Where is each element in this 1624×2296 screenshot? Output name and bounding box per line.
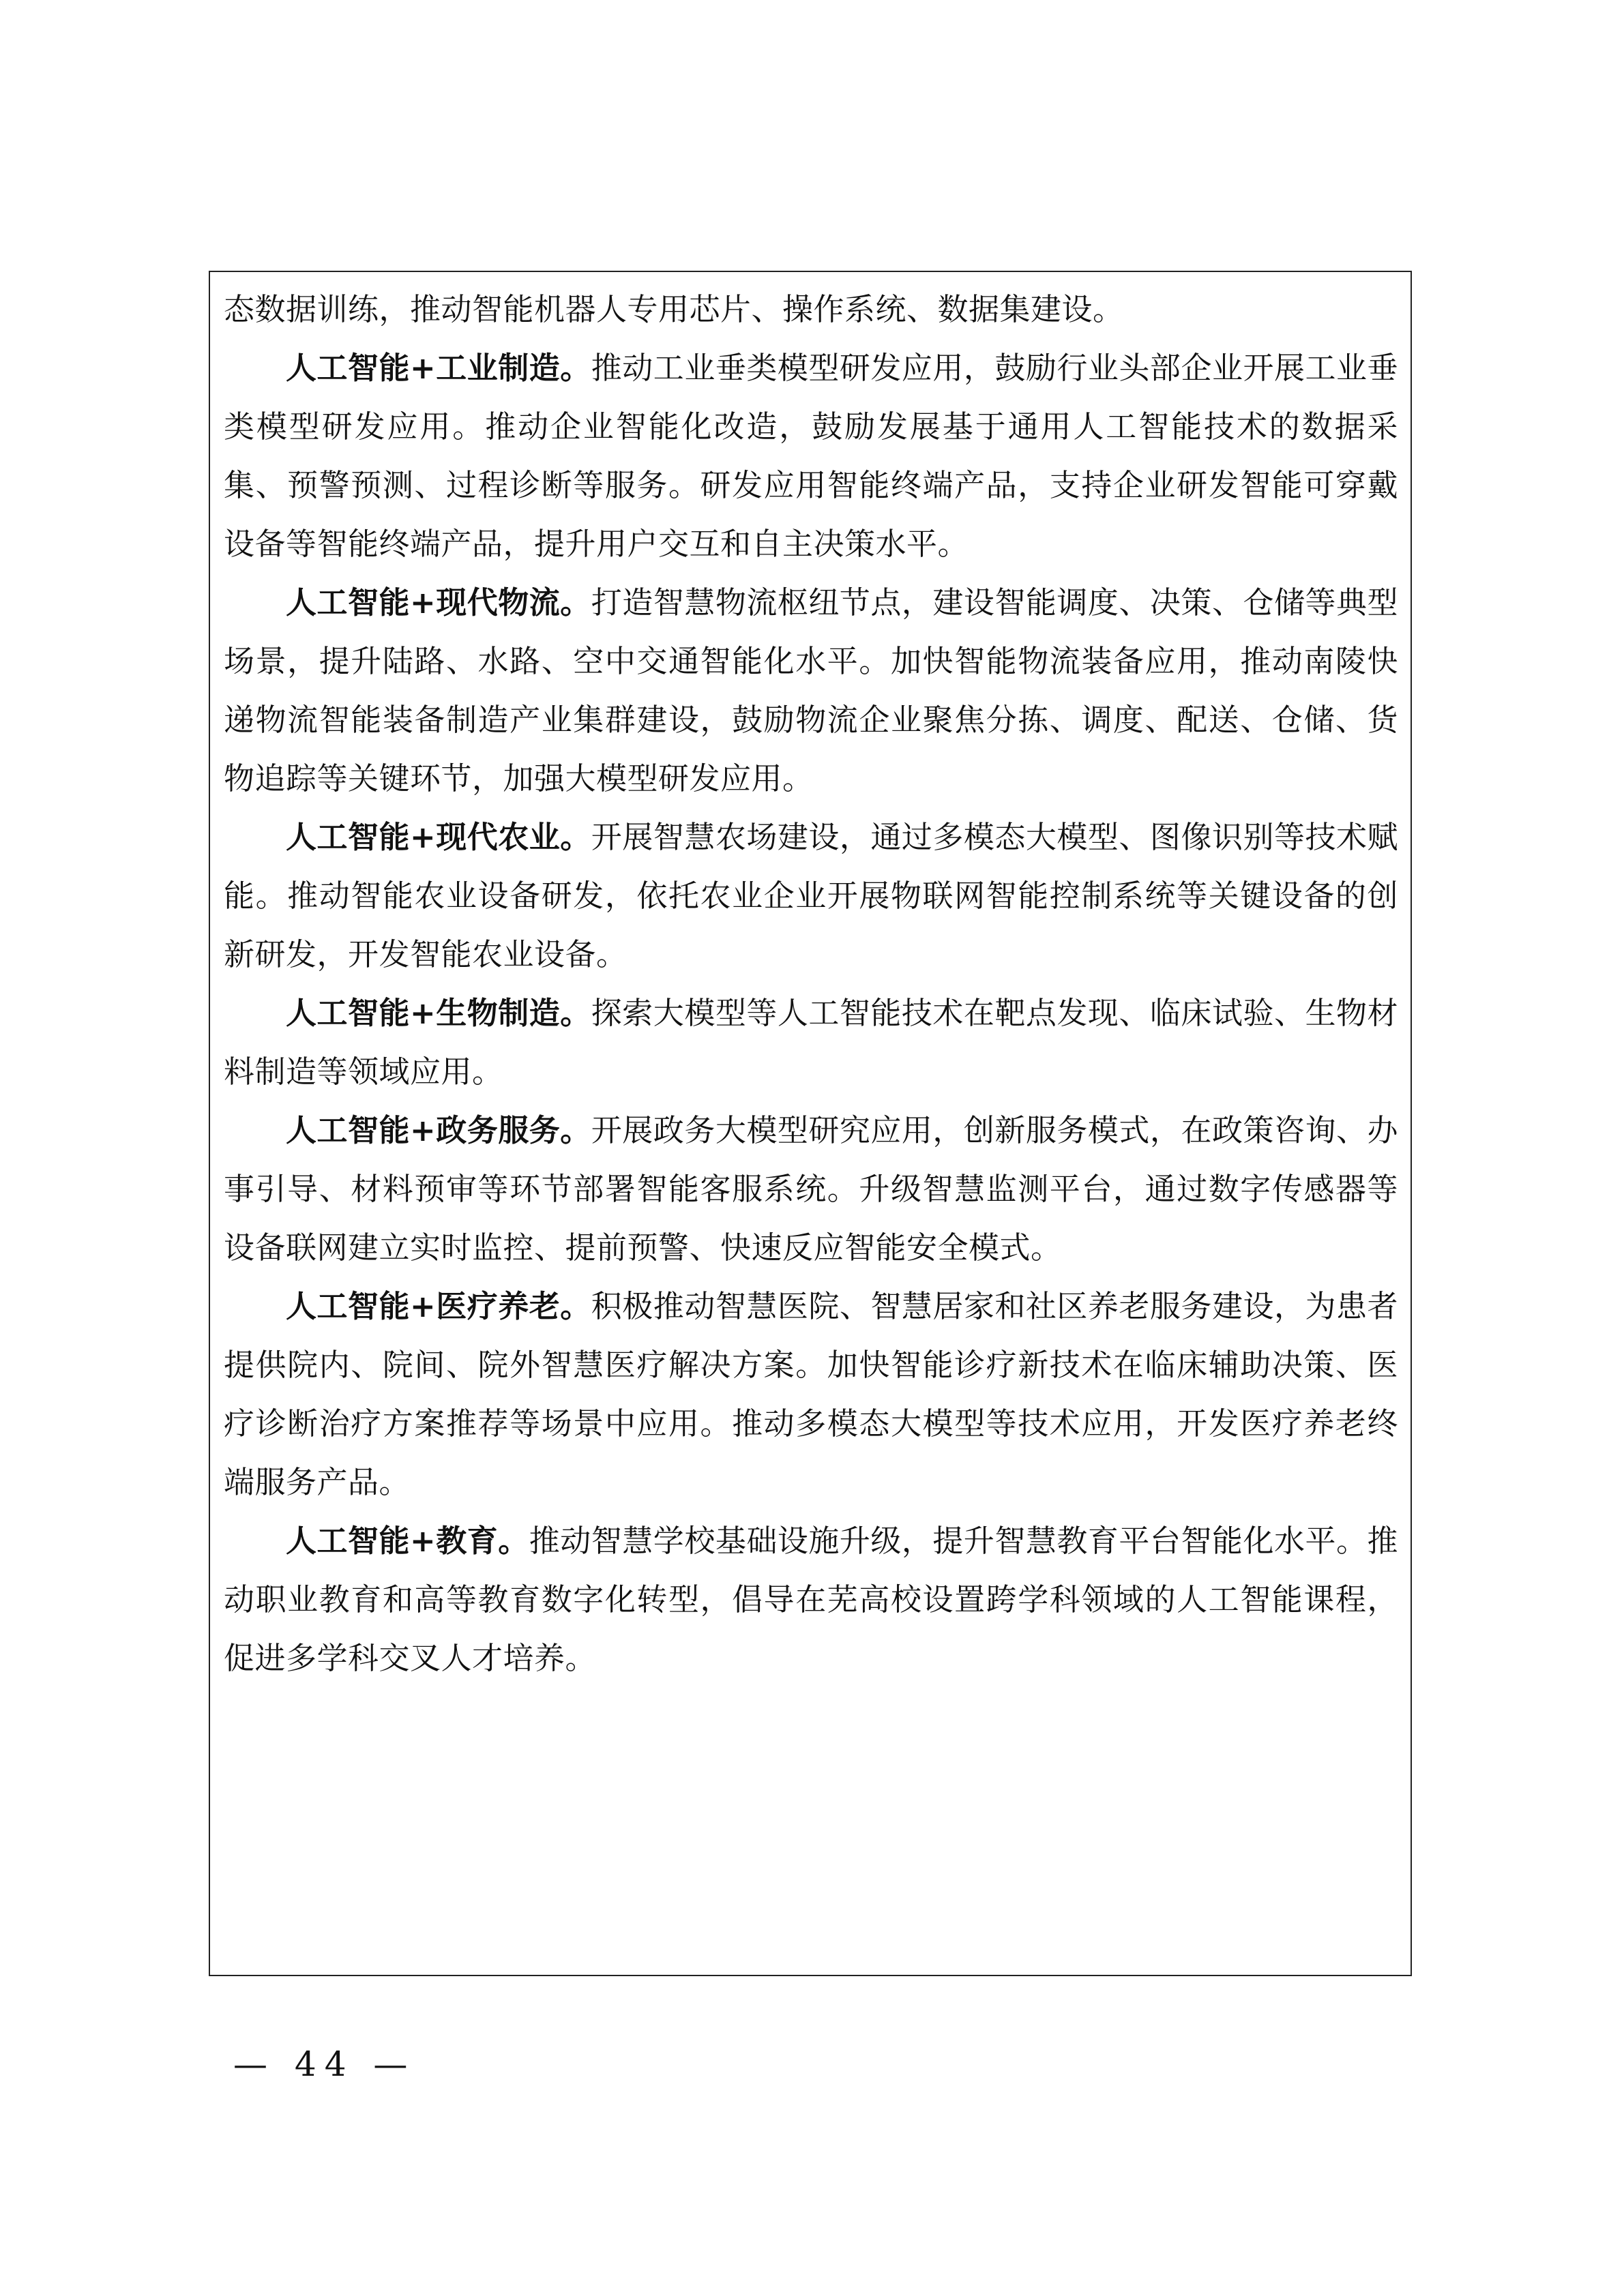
- section-heading: 人工智能+生物制造。: [286, 995, 591, 1031]
- section-bio-manufacturing: [224, 984, 1398, 1101]
- section-body: 推动智慧学校基础设施升级，提升智慧教育平台智能化水平。推动职业教育和高等教育数字化转型，倡导在芜高校设置跨学科领域的人工智能课程，促进多学科交叉人才培养。: [224, 1523, 1398, 1676]
- continuation-text: 态数据训练，推动智能机器人专用芯片、操作系统、数据集建设。: [224, 291, 1124, 327]
- section-government-services: [224, 1101, 1398, 1277]
- section-heading: 人工智能+现代农业。: [286, 819, 591, 855]
- section-body: 开展智慧农场建设，通过多模态大模型、图像识别等技术赋能。推动智能农业设备研发，依托农业企业开展物联网智能控制系统等关键设备的创新研发，开发智能农业设备。: [224, 819, 1398, 972]
- content-table-cell: [209, 271, 1412, 1976]
- section-healthcare-eldercare: [224, 1277, 1398, 1512]
- section-heading: 人工智能+医疗养老。: [286, 1288, 591, 1324]
- section-body: 打造智慧物流枢纽节点，建设智能调度、决策、仓储等典型场景，提升陆路、水路、空中交通智能化水平。加快智能物流装备应用，推动南陵快递物流智能装备制造产业集群建设，鼓励物流企业聚焦分拣、调度、配送、仓储、货物追踪等关键环节，加强大模型研发应用。: [224, 584, 1398, 796]
- section-heading: 人工智能+教育。: [286, 1523, 529, 1559]
- continuation-paragraph: [224, 280, 1398, 339]
- section-modern-agriculture: [224, 808, 1398, 984]
- section-body: 开展政务大模型研究应用，创新服务模式，在政策咨询、办事引导、材料预审等环节部署智能客服系统。升级智慧监测平台，通过数字传感器等设备联网建立实时监控、提前预警、快速反应智能安全模式。: [224, 1112, 1398, 1266]
- section-body: 探索大模型等人工智能技术在靶点发现、临床试验、生物材料制造等领域应用。: [224, 995, 1398, 1090]
- section-heading: 人工智能+工业制造。: [286, 350, 591, 386]
- section-education: [224, 1512, 1398, 1688]
- section-body: 推动工业垂类模型研发应用，鼓励行业头部企业开展工业垂类模型研发应用。推动企业智能化改造，鼓励发展基于通用人工智能技术的数据采集、预警预测、过程诊断等服务。研发应用智能终端产品，支持企业研发智能可穿戴设备等智能终端产品，提升用户交互和自主决策水平。: [224, 350, 1398, 562]
- section-industrial-manufacturing: [224, 339, 1398, 573]
- page-number: — 44 —: [233, 2044, 416, 2084]
- section-modern-logistics: [224, 573, 1398, 808]
- document-body: [224, 272, 1398, 1688]
- section-heading: 人工智能+政务服务。: [286, 1112, 591, 1148]
- section-body: 积极推动智慧医院、智慧居家和社区养老服务建设，为患者提供院内、院间、院外智慧医疗解决方案。加快智能诊疗新技术在临床辅助决策、医疗诊断治疗方案推荐等场景中应用。推动多模态大模型等技术应用，开发医疗养老终端服务产品。: [224, 1288, 1398, 1500]
- section-heading: 人工智能+现代物流。: [286, 584, 591, 621]
